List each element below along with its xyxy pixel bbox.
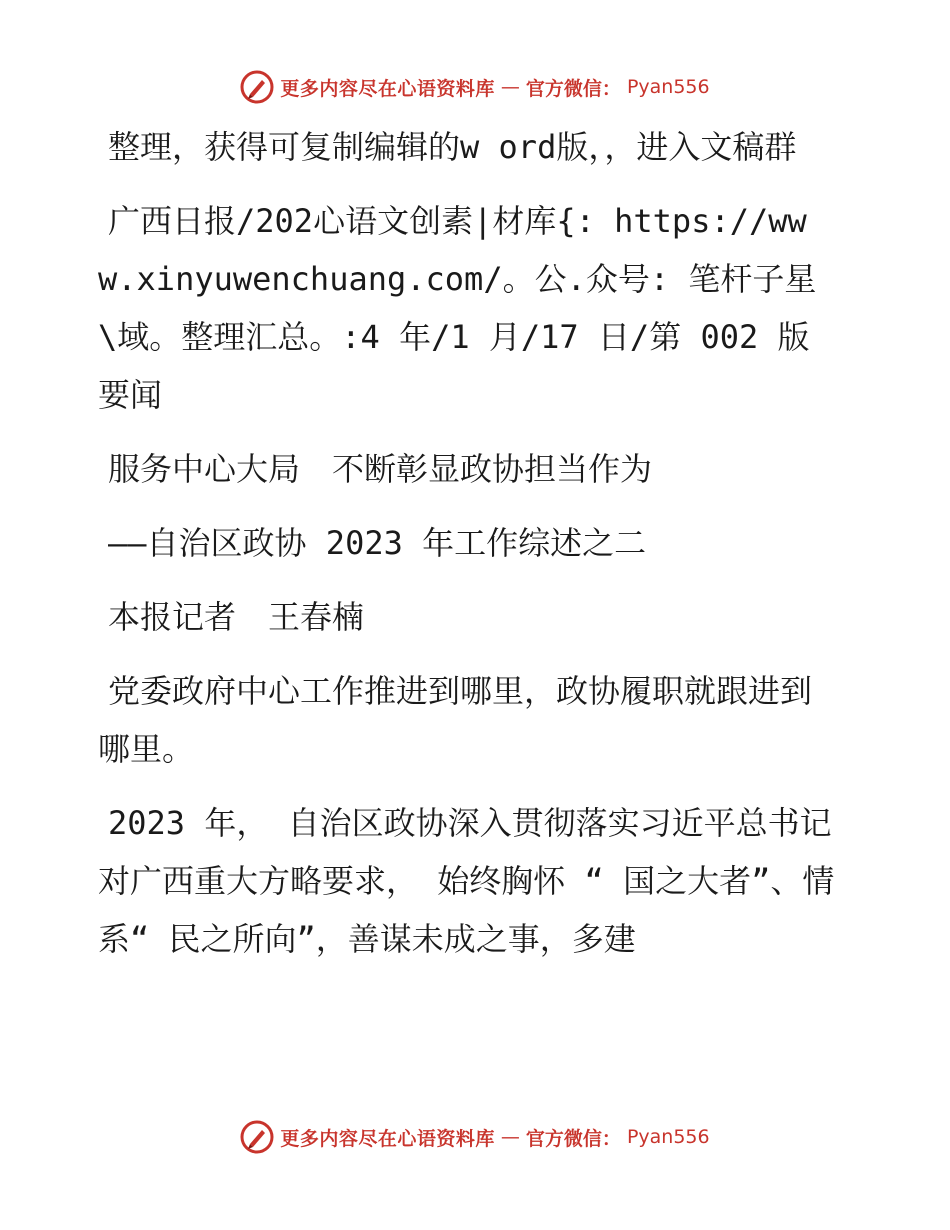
watermark-separator: — <box>500 76 520 98</box>
watermark-label: 官方微信： <box>525 77 621 100</box>
watermark-separator: — <box>500 1126 520 1148</box>
paragraph-body-2 <box>98 794 838 968</box>
watermark-label: 官方微信： <box>525 1127 621 1150</box>
paragraph-text: 党委政府中心工作推进到哪里，政协履职就跟进到哪里。 <box>98 672 813 768</box>
paragraph-text: 服务中心大局 不断彰显政协担当作为 <box>108 450 653 488</box>
paragraph-text: ——自治区政协 2023 年工作综述之二 <box>108 524 647 562</box>
pen-logo-icon <box>240 1120 274 1154</box>
watermark-text: 更多内容尽在心语资料库 <box>280 77 495 100</box>
paragraph-source <box>98 192 838 424</box>
article-byline <box>98 588 838 646</box>
article-subtitle <box>98 514 838 572</box>
paragraph-text: 广西日报/202心语文创素|材库{: https://www.xinyuwenchuang.com/。公.众号: 笔杆子星\域。整理汇总。:4 年/1 月/17 日/第 002 版要闻 <box>98 202 817 414</box>
paragraph-text: 本报记者 王春楠 <box>108 598 365 636</box>
document-body <box>98 118 838 984</box>
watermark-text: 更多内容尽在心语资料库 <box>280 1127 495 1150</box>
paragraph-text: 2023 年， 自治区政协深入贯彻落实习近平总书记对广西重大方略要求， 始终胸怀 “ 国之大者”、情系“ 民之所向”，善谋未成之事，多建 <box>98 804 835 958</box>
article-title <box>98 440 838 498</box>
watermark-wechat-id: Pyan556 <box>626 76 710 98</box>
paragraph-text: 整理，获得可复制编辑的w ord版，，进入文稿群 <box>108 128 797 166</box>
paragraph-body-1 <box>98 662 838 778</box>
pen-logo-icon <box>240 70 274 104</box>
paragraph-intro <box>98 118 838 176</box>
footer-watermark <box>0 1120 950 1154</box>
header-watermark <box>0 70 950 104</box>
watermark-wechat-id: Pyan556 <box>626 1126 710 1148</box>
